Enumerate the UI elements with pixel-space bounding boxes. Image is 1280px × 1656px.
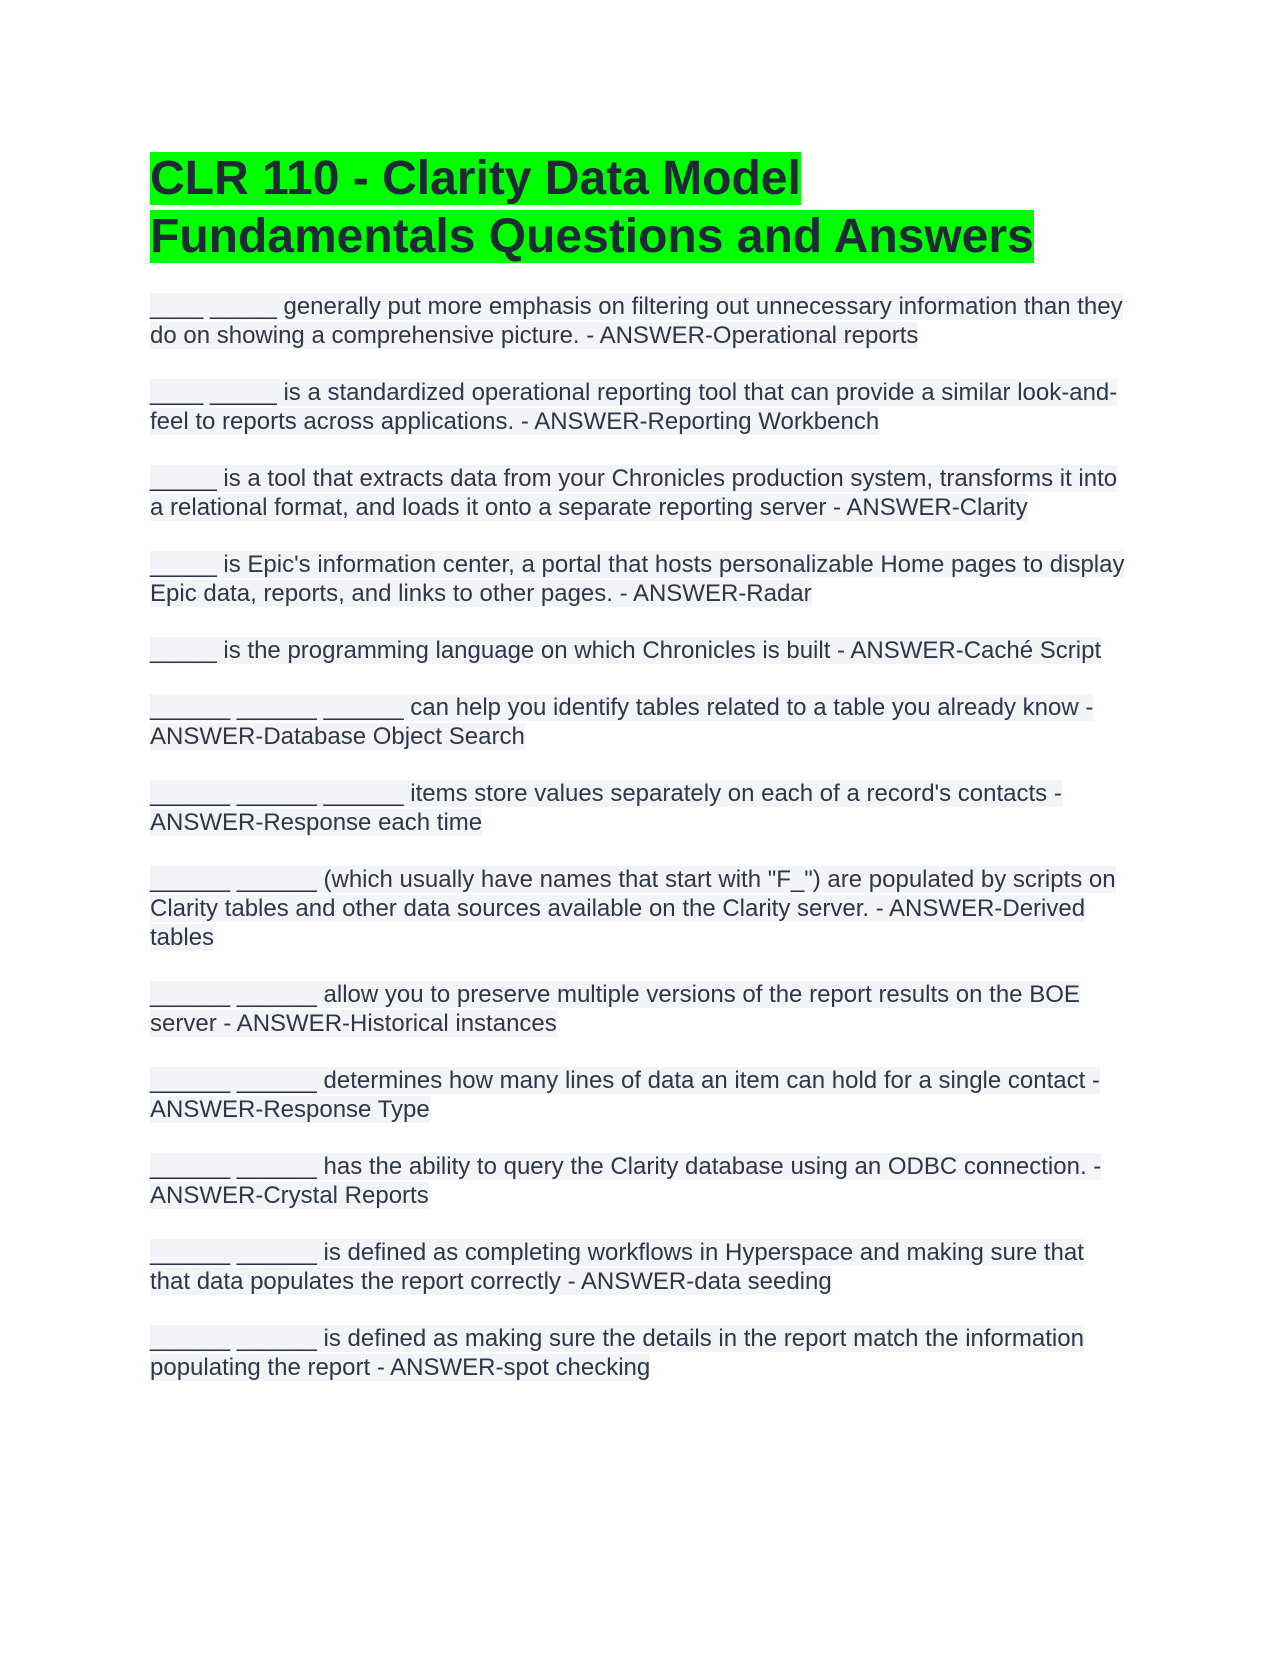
document-page xyxy=(150,150,1130,1410)
qa-item: ______ ______ is defined as making sure the details in the report match the information populating the report - ANSWER-spot checking xyxy=(150,1325,1084,1381)
qa-item: ______ ______ allow you to preserve multiple versions of the report results on the BOE server - ANSWER-Historical instances xyxy=(150,981,1080,1037)
qa-list xyxy=(150,292,1130,1382)
qa-item: ______ ______ (which usually have names that start with "F_") are populated by scripts on Clarity tables and other data sources available on the Clarity server. - ANSWER-Derived tables xyxy=(150,866,1116,951)
qa-item: ______ ______ is defined as completing workflows in Hyperspace and making sure that that data populates the report correctly - ANSWER-data seeding xyxy=(150,1239,1084,1295)
qa-item: ______ ______ ______ can help you identify tables related to a table you already know - ANSWER-Database Object Search xyxy=(150,694,1094,750)
qa-item: ______ ______ ______ items store values separately on each of a record's contacts - ANSWER-Response each time xyxy=(150,780,1062,836)
qa-item: _____ is a tool that extracts data from your Chronicles production system, transforms it into a relational format, and loads it onto a separate reporting server - ANSWER-Clarity xyxy=(150,465,1118,521)
document-title xyxy=(150,150,1130,266)
qa-item: _____ is Epic's information center, a portal that hosts personalizable Home pages to display Epic data, reports, and links to other pages. - ANSWER-Radar xyxy=(150,551,1125,607)
qa-item: ______ ______ has the ability to query the Clarity database using an ODBC connection. - ANSWER-Crystal Reports xyxy=(150,1153,1102,1209)
qa-item: ____ _____ generally put more emphasis on filtering out unnecessary information than they do on showing a comprehensive picture. - ANSWER-Operational reports xyxy=(150,293,1123,349)
qa-item: _____ is the programming language on which Chronicles is built - ANSWER-Caché Script xyxy=(150,637,1102,664)
qa-item: ______ ______ determines how many lines of data an item can hold for a single contact - ANSWER-Response Type xyxy=(150,1067,1100,1123)
qa-item: ____ _____ is a standardized operational reporting tool that can provide a similar look-and-feel to reports across applications. - ANSWER-Reporting Workbench xyxy=(150,379,1118,435)
document-title-text: CLR 110 - Clarity Data Model Fundamentals Questions and Answers xyxy=(150,152,1034,263)
